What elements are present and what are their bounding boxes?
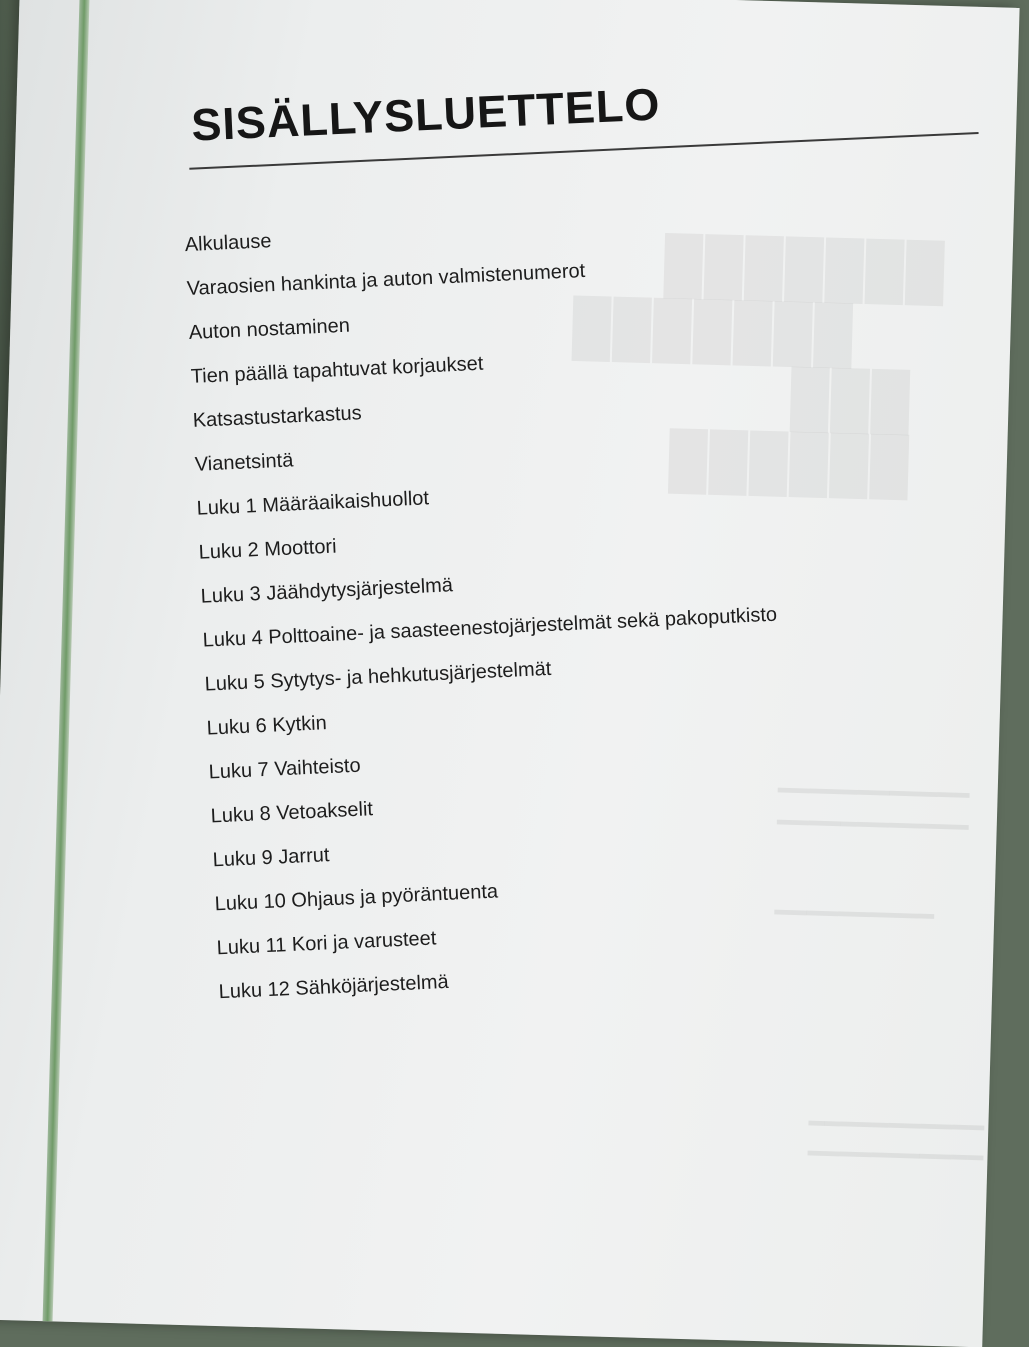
show-through-text: ██████: [666, 429, 910, 496]
toc-entry: Luku 4 Polttoaine- ja saasteenestojärjestelmät sekä pakoputkisto: [202, 603, 778, 652]
show-through-text: ███████: [569, 296, 854, 365]
show-through-text: ███: [787, 367, 911, 431]
toc-entry: Luku 2 Moottori: [198, 535, 338, 564]
toc-entry: Luku 1 Määräaikaishuollot: [196, 487, 430, 520]
show-through-text: ▬▬▬▬▬▬▬▬▬▬: [774, 901, 935, 923]
toc-entry: Luku 11 Kori ja varusteet: [216, 927, 437, 960]
show-through-text: ▬▬▬▬▬▬▬▬▬▬▬: [807, 1142, 984, 1165]
toc-entry: Luku 12 Sähköjärjestelmä: [218, 970, 450, 1004]
toc-entry: Alkulause: [184, 230, 272, 257]
toc-entry: Varaosien hankinta ja auton valmistenumerot: [186, 259, 586, 301]
toc-entry: Luku 8 Vetoakselit: [210, 798, 374, 828]
toc-entry: Katsastustarkastus: [192, 402, 363, 432]
page-title: SISÄLLYSLUETTELO: [190, 78, 662, 151]
toc-entry: Vianetsintä: [194, 449, 294, 476]
show-through-text: ▬▬▬▬▬▬▬▬▬▬▬▬: [776, 811, 970, 834]
show-through-text: ███████: [661, 234, 945, 302]
toc-entry: Luku 7 Vaihteisto: [208, 754, 362, 784]
toc-entry: Luku 9 Jarrut: [212, 844, 330, 872]
toc-entry: Luku 6 Kytkin: [206, 712, 328, 740]
toc-entry: Tien päällä tapahtuvat korjaukset: [190, 352, 484, 388]
toc-entry: Luku 3 Jäähdytysjärjestelmä: [200, 574, 454, 608]
toc-entry: Luku 5 Sytytys- ja hehkutusjärjestelmät: [204, 657, 552, 696]
show-through-text: ▬▬▬▬▬▬▬▬▬▬▬▬: [777, 779, 970, 802]
toc-entry: Luku 10 Ohjaus ja pyöräntuenta: [214, 880, 499, 916]
toc-entry: Auton nostaminen: [188, 314, 351, 344]
show-through-text: ▬▬▬▬▬▬▬▬▬▬▬: [808, 1112, 985, 1135]
toc-list: [184, 208, 794, 1025]
